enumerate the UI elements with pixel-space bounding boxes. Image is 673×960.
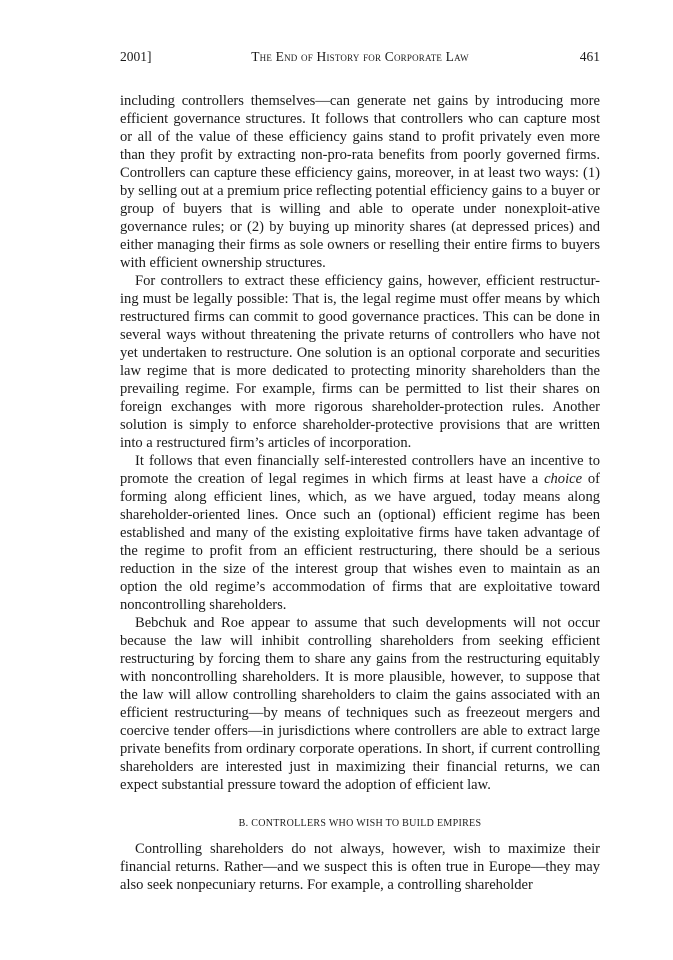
running-header: [120, 49, 600, 69]
paragraph-4: Bebchuk and Roe appear to assume that such developments will not occur because the law will inhibit controlling shareholders from seeking efficient restructuring by forcing them to share any gains from the restructuring equitably with noncontrolling shareholders. It is more plausible, however, to suppose that the law will allow controlling shareholders to claim the gains associated with an efficient restructuring—by means of techniques such as freezeout mergers and coercive tender offers—in jurisdictions where controllers are able to extract large private benefits from ordinary corporate operations. In short, if current controlling shareholders are interested just in maximizing their financial returns, we can expect substantial pressure toward the adoption of efficient law.: [120, 615, 600, 793]
body-text: [120, 92, 600, 894]
paragraph-5: Controlling shareholders do not always, however, wish to maximize their financial returns. Rather—and we suspect this is often true in Europe—they may also seek nonpecuniary returns. For example, a controlling shareholder: [120, 841, 600, 893]
paragraph-3: [120, 452, 600, 614]
paragraph-2: For controllers to extract these efficiency gains, however, efficient restructur-ing must be legally possible: That is, the legal regime must offer means by which restructured firms can commit to good governance practices. This can be done in several ways without threatening the private returns of controllers who have not yet undertaken to restructure. One solution is an optional corporate and securities law regime that is more dedicated to protecting minority shareholders than the prevailing regime. For example, firms can be permitted to list their shares on foreign exchanges with more rigorous shareholder-protection rules. Another solution is simply to enforce shareholder-protective provisions that are written into a restructured firm’s articles of incorporation.: [120, 273, 600, 451]
paragraph-3-text-a: It follows that even financially self-interested controllers have an incentive to promote the creation of legal regimes in which firms at least have a: [120, 453, 600, 487]
emphasis-choice: choice: [544, 471, 583, 487]
header-title: The End of History for Corporate Law: [251, 49, 469, 64]
paragraph-3-text-b: of forming along efficient lines, which, as we have argued, today means along shareholder-oriented lines. Once such an (optional) efficient regime has been established and many of the existing exploitative firms have taken advantage of the regime to profit from an efficient restructuring, there should be a serious reduction in the size of the interest group that wishes even to maintain as an option the old regime’s accommodation of firms that are exploitative toward noncontrolling shareholders.: [120, 471, 600, 613]
paragraph-1: including controllers themselves—can generate net gains by introducing more efficient governance structures. It follows that controllers who can capture most or all of the value of these efficiency gains stand to profit privately even more than they profit by extracting non-pro-rata benefits from poorly governed firms. Controllers can capture these efficiency gains, moreover, in at least two ways: (1) by selling out at a premium price reflecting potential efficiency gains to a buyer or group of buyers that is willing and able to operate under nonexploit-ative governance rules; or (2) by buying up minority shares (at depressed prices) and either managing their firms as sole owners or reselling their entire firms to buyers with efficient ownership structures.: [120, 93, 600, 271]
page-number: 461: [579, 49, 600, 64]
header-year: 2001]: [120, 49, 152, 64]
section-subheading: B. CONTROLLERS WHO WISH TO BUILD EMPIRES: [238, 818, 482, 829]
